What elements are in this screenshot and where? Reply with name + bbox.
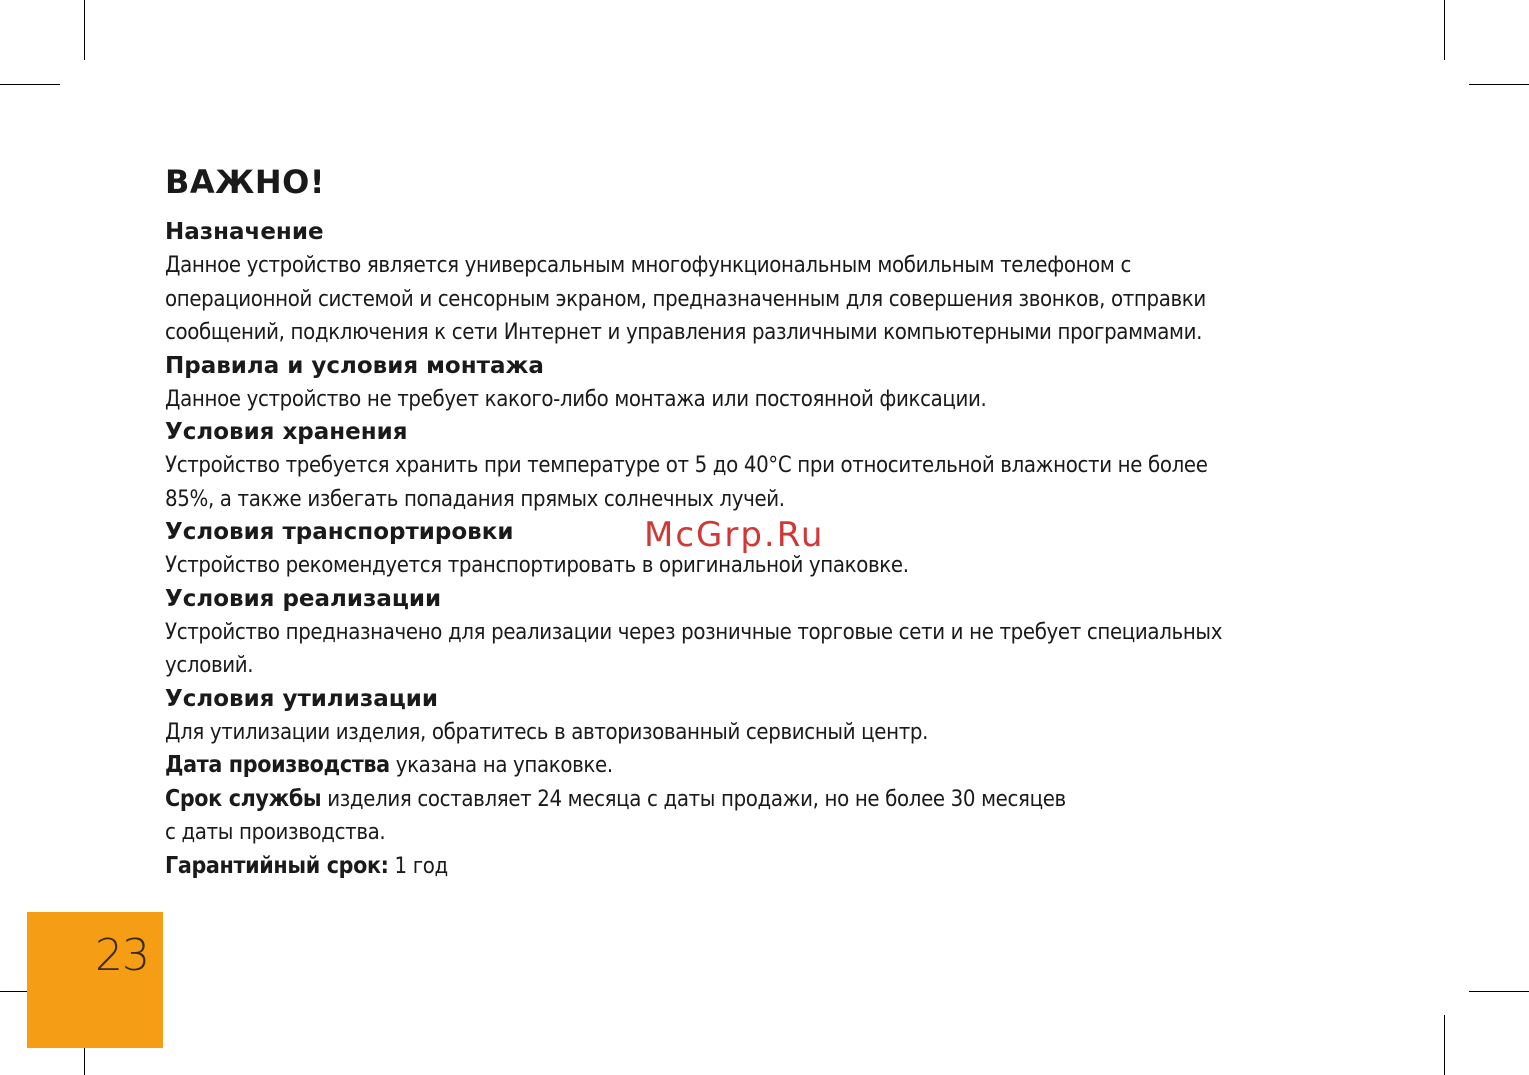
crop-mark [0,84,60,85]
section-heading: Условия транспортировки [165,519,514,545]
section-line: условий. [165,653,254,678]
crop-mark [1444,1015,1445,1075]
service-life-label: Срок службы [165,785,322,812]
page-number: 23 [95,930,149,981]
crop-mark [1469,84,1529,85]
crop-mark [1469,991,1529,992]
section-line: сообщений, подключения к сети Интернет и управления различными компьютерными программами. [165,320,1203,345]
crop-mark [1444,0,1445,60]
production-date-label: Дата производства [165,752,390,778]
section-installation [165,350,1375,417]
crop-mark [84,0,85,60]
service-life-line [165,783,1375,817]
section-heading: Условия реализации [165,585,442,612]
watermark: McGrp.Ru [644,515,825,555]
production-date-text: указана на упаковке. [389,753,613,778]
section-line: Данное устройство не требует какого-либо монтажа или постоянной фиксации. [165,386,987,412]
section-heading: Условия хранения [165,419,408,445]
section-line: Данное устройство является универсальным многофункциональным мобильным телефоном с [165,253,1131,278]
section-line: Устройство требуется хранить при температуре от 5 до 40°С при относительной влажности не более [165,453,1208,478]
section-line: Для утилизации изделия, обратитесь в авторизованный сервисный центр. [165,719,929,745]
warranty-label: Гарантийный срок: [165,852,389,879]
section-line: Устройство предназначено для реализации через розничные торговые сети и не требует специальных [165,619,1223,645]
section-heading: Условия утилизации [165,685,439,712]
section-heading: Назначение [165,219,324,245]
section-sale [165,583,1375,683]
page-number-badge [27,912,163,1048]
production-date-line [165,749,1375,783]
section-disposal [165,683,1375,750]
section-purpose [165,216,1375,350]
section-line: операционной системой и сенсорным экраном, предназначенным для совершения звонков, отправки [165,286,1206,312]
section-heading: Правила и условия монтажа [165,352,544,379]
warranty-text: 1 год [388,853,448,879]
page-title: ВАЖНО! [165,163,325,201]
section-storage [165,416,1375,516]
service-life-text: изделия составляет 24 месяца с даты продажи, но не более 30 месяцев [321,786,1066,812]
service-life-line-2: с даты производства. [165,820,386,845]
section-line: 85%, а также избегать попадания прямых солнечных лучей. [165,486,785,512]
warranty-line [165,850,1375,884]
section-line: Устройство рекомендуется транспортировать в оригинальной упаковке. [165,553,909,578]
